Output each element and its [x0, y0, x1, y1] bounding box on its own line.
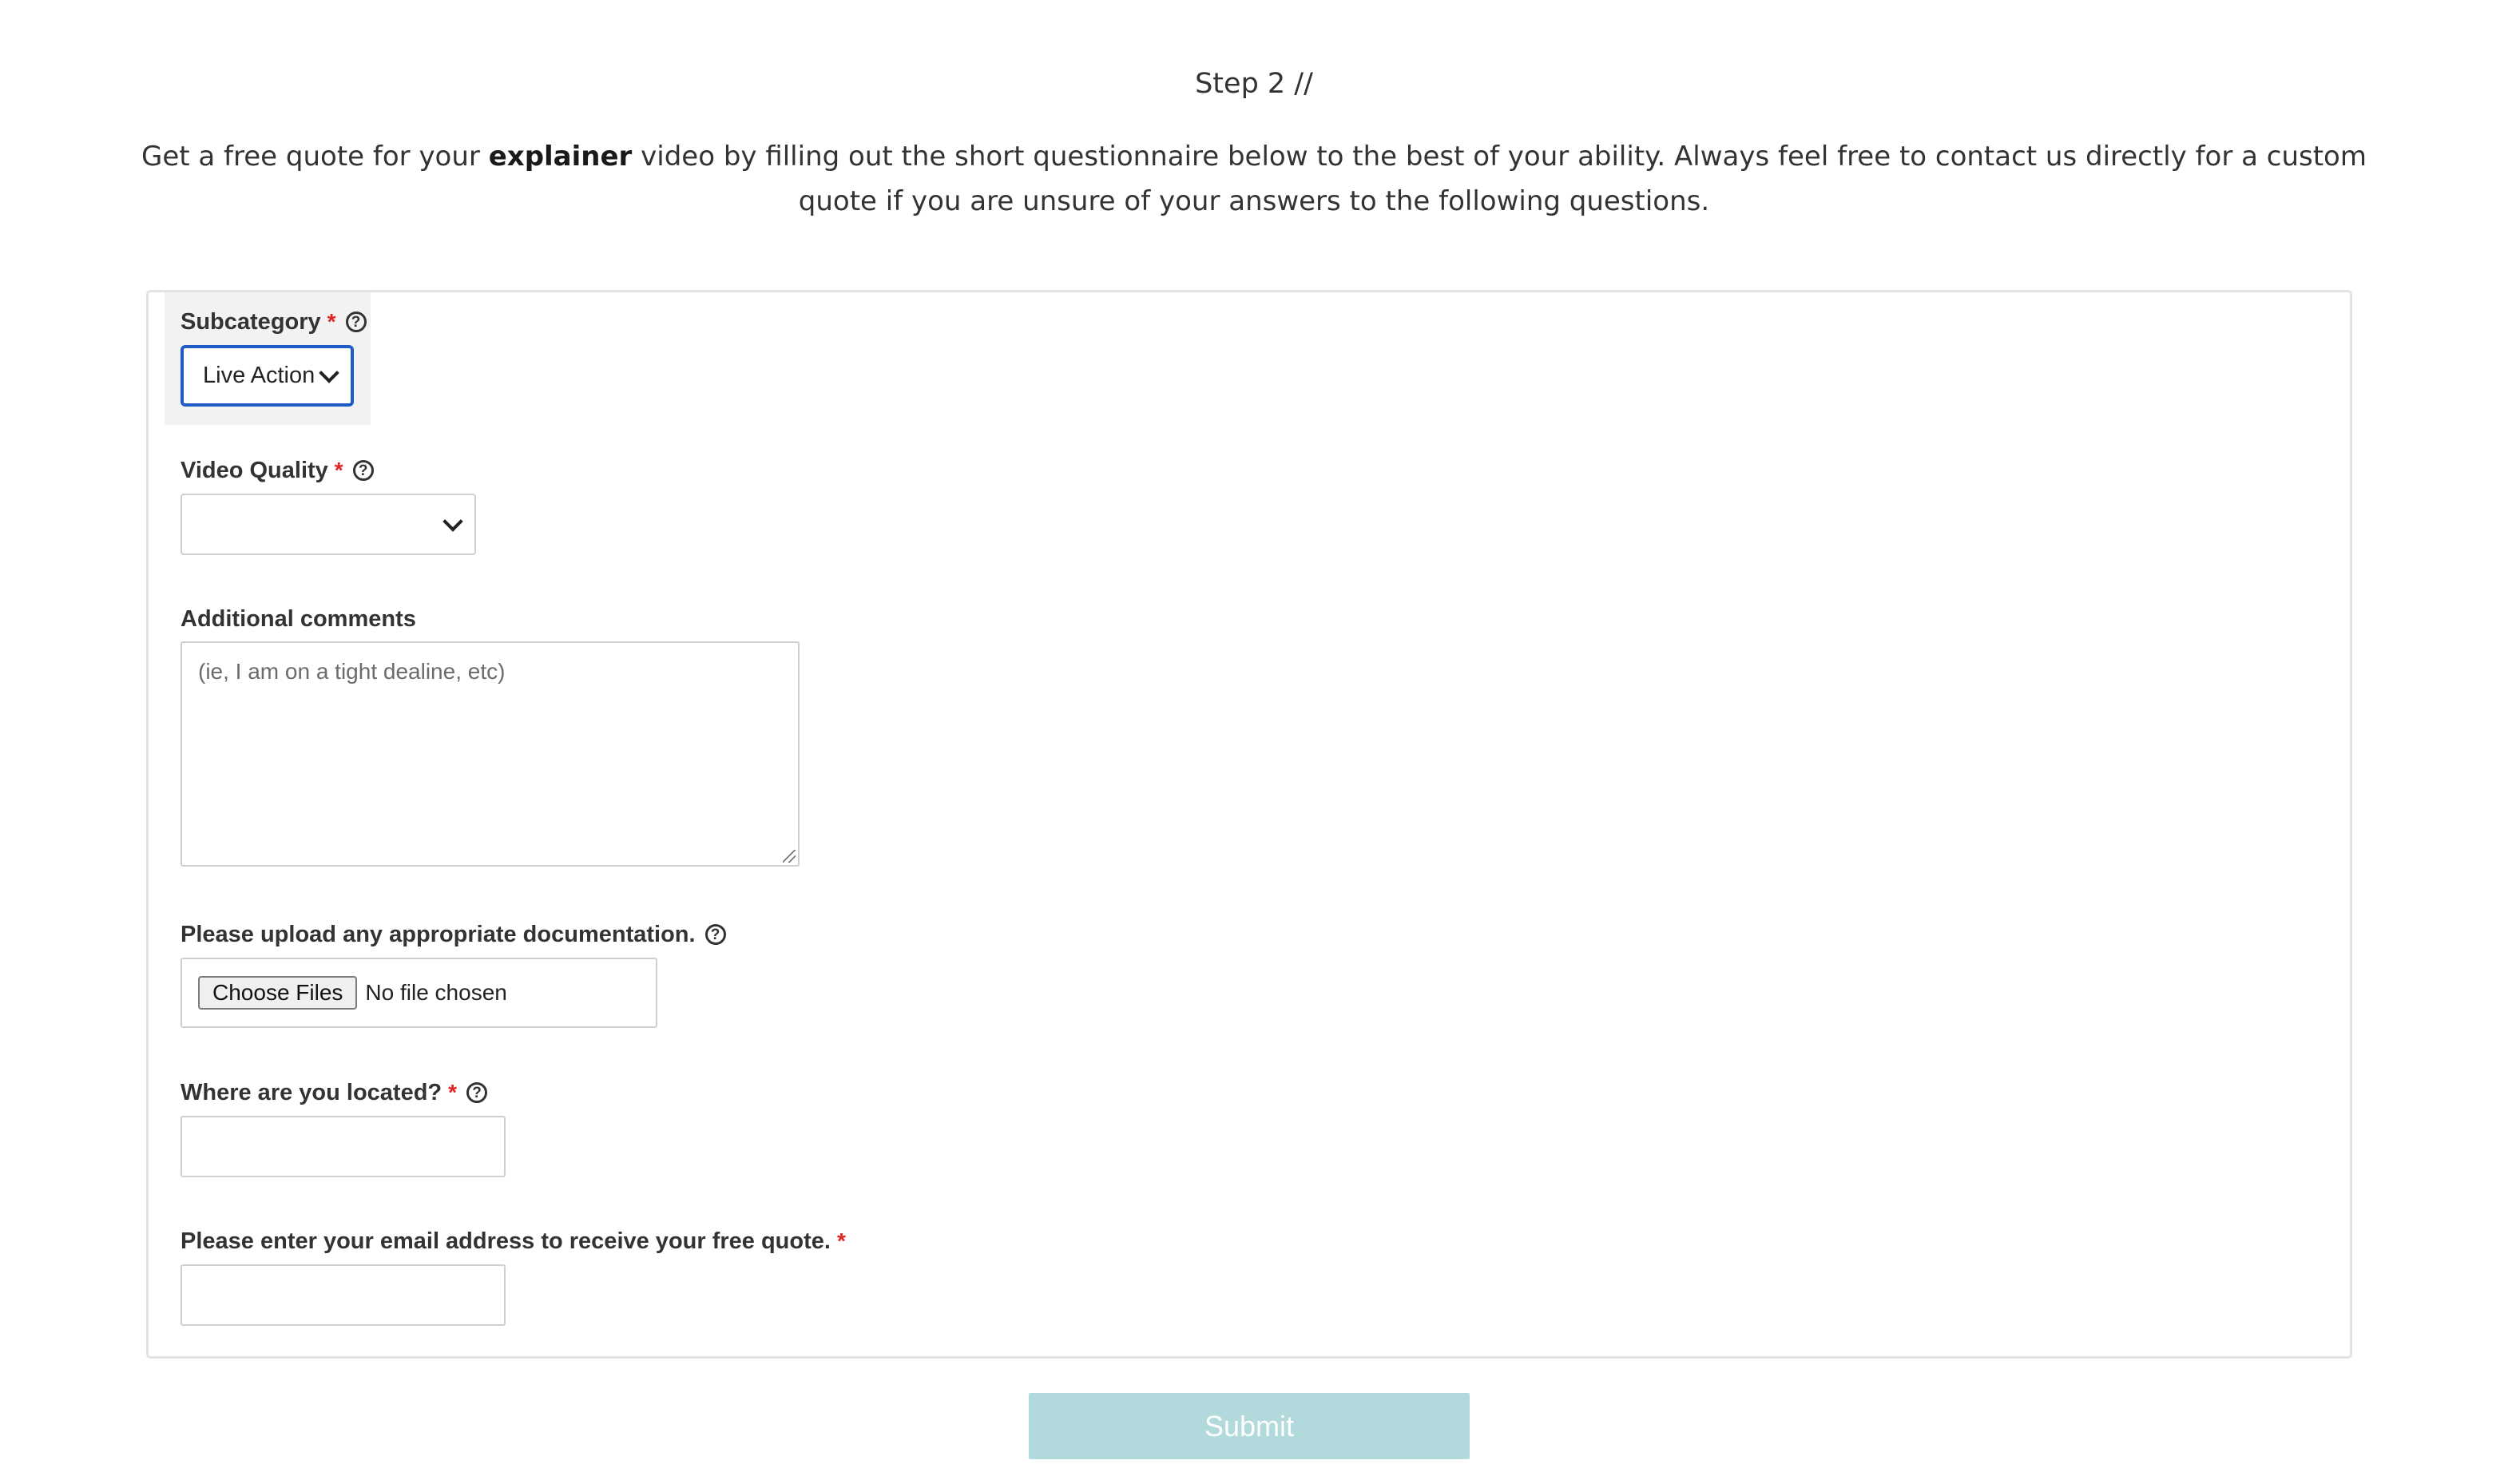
submit-button[interactable]: Submit [1029, 1393, 1470, 1459]
file-upload-field [181, 958, 657, 1028]
upload-label-text: Please upload any appropriate documentation. [181, 922, 696, 947]
chevron-down-icon [319, 363, 339, 383]
resize-handle-icon[interactable] [783, 850, 796, 863]
intro-text-end: video by filling out the short questionnaire below to the best of your ability. Always feel free to contact us directly for a custom quote if you are unsure of your answers to the following questions. [632, 141, 2367, 217]
video-quality-label-text: Video Quality [181, 458, 328, 483]
comments-label-text: Additional comments [181, 606, 416, 632]
required-marker: * [448, 1080, 458, 1105]
required-marker: * [334, 458, 343, 482]
subcategory-select[interactable] [181, 345, 354, 407]
location-input[interactable] [181, 1116, 506, 1177]
comments-label [181, 605, 416, 633]
intro-text [141, 134, 2367, 224]
help-icon[interactable]: ? [353, 460, 374, 481]
comments-textarea[interactable] [181, 641, 800, 867]
location-label-text: Where are you located? [181, 1080, 442, 1105]
video-quality-select[interactable] [181, 494, 476, 555]
subcategory-label [181, 308, 367, 336]
subcategory-label-text: Subcategory [181, 309, 321, 335]
help-icon[interactable]: ? [466, 1082, 487, 1103]
email-label-text: Please enter your email address to receive your free quote. [181, 1228, 831, 1254]
intro-text-bold: explainer [488, 141, 633, 173]
intro-text-start: Get a free quote for your [141, 141, 489, 173]
upload-label [181, 920, 726, 949]
choose-files-button[interactable]: Choose Files [198, 976, 357, 1010]
required-marker: * [836, 1228, 846, 1253]
subcategory-selected-value: Live Action [203, 363, 315, 388]
chevron-down-icon [442, 511, 462, 531]
email-input[interactable] [181, 1264, 506, 1326]
email-label [181, 1227, 846, 1256]
file-status-text: No file chosen [365, 980, 507, 1005]
location-label [181, 1078, 487, 1107]
video-quality-label [181, 456, 374, 485]
step-heading: Step 2 // [1195, 68, 1313, 100]
help-icon[interactable]: ? [705, 924, 726, 945]
help-icon[interactable]: ? [346, 311, 367, 332]
required-marker: * [327, 309, 336, 334]
